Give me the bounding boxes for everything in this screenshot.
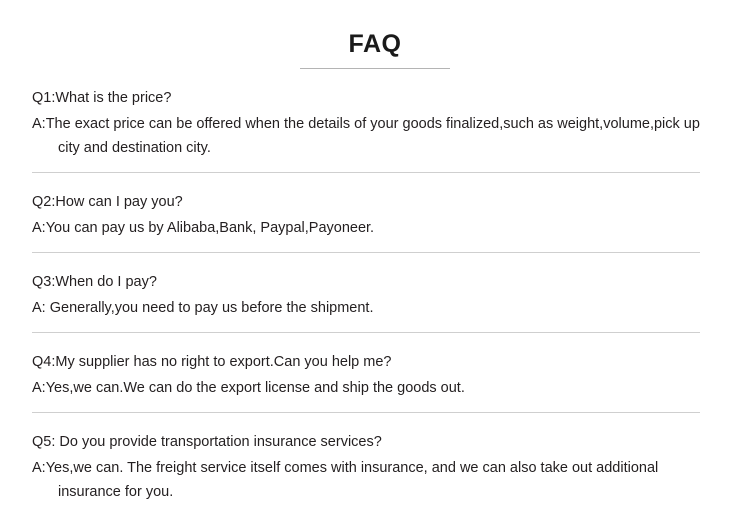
faq-answer: A:Yes,we can. The freight service itself comes with insurance, and we can also take out additional insurance for you.: [32, 460, 659, 500]
faq-list: [0, 69, 750, 516]
faq-item: [32, 172, 700, 252]
faq-item: [32, 412, 700, 516]
top-spacer: [0, 0, 750, 28]
faq-question: Q1:What is the price?: [32, 90, 172, 106]
faq-question: Q3:When do I pay?: [32, 274, 157, 290]
faq-item: [32, 332, 700, 412]
faq-answer: A:The exact price can be offered when the details of your goods finalized,such as weight,volume,pick up city and destination city.: [32, 116, 700, 156]
faq-item: [32, 252, 700, 332]
faq-item: [32, 69, 700, 172]
page-title: FAQ: [348, 30, 402, 58]
faq-answer: A:Yes,we can.We can do the export license and ship the goods out.: [32, 380, 465, 396]
faq-question: Q2:How can I pay you?: [32, 194, 183, 210]
faq-question: Q5: Do you provide transportation insurance services?: [32, 434, 382, 450]
faq-answer: A:You can pay us by Alibaba,Bank, Paypal,Payoneer.: [32, 220, 375, 236]
faq-question: Q4:My supplier has no right to export.Can you help me?: [32, 354, 392, 370]
faq-answer: A: Generally,you need to pay us before the shipment.: [32, 300, 374, 316]
